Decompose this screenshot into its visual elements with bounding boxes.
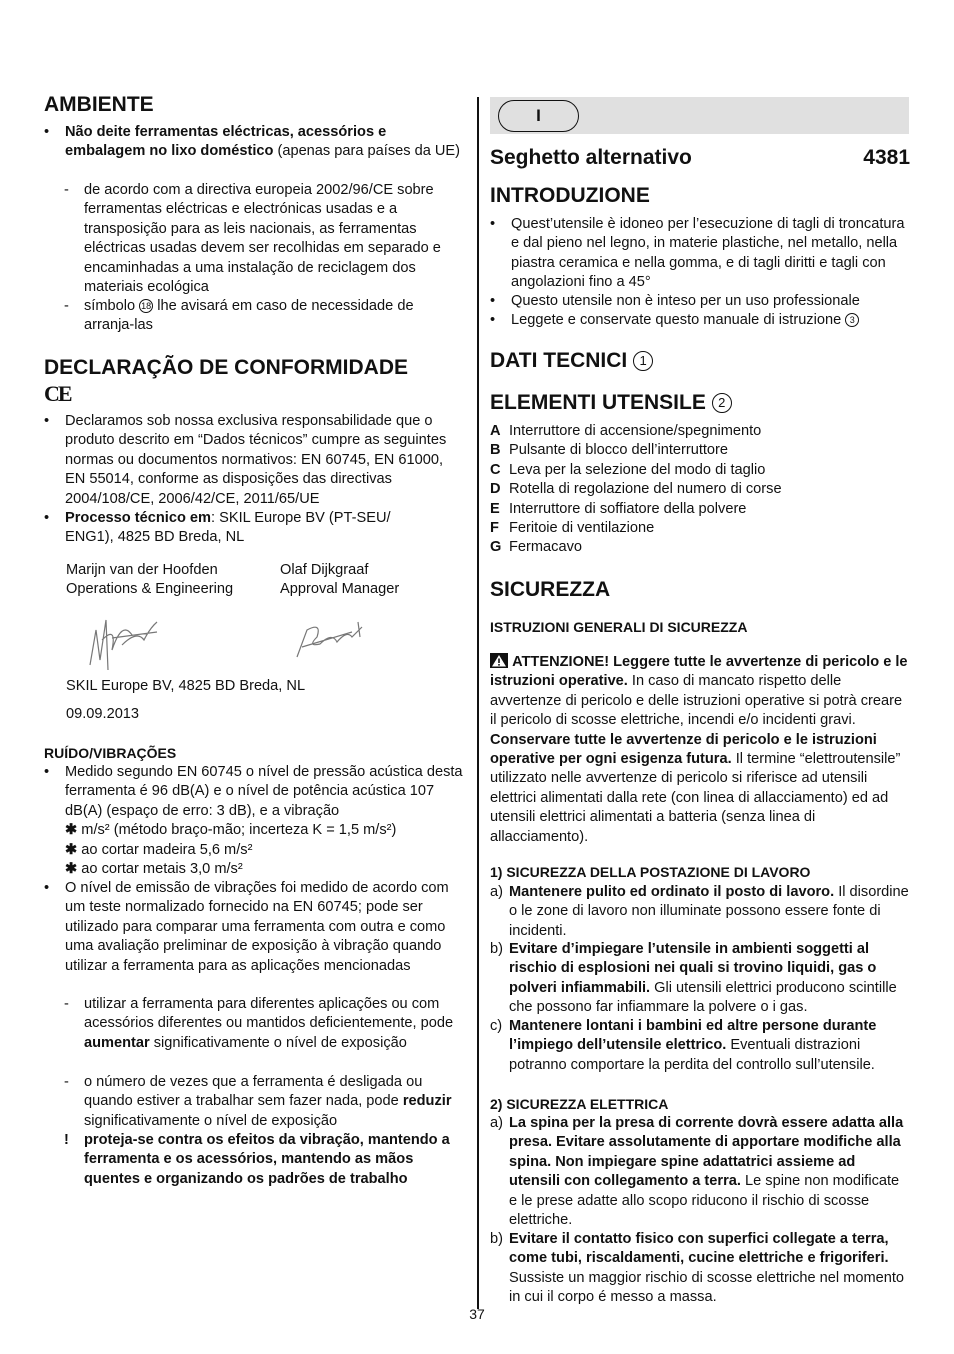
warn-text-2: Il termine “elettroutensile” utilizzato nelle avvertenze di pericolo si riferisce ad utensili elettrici alimentati dalla rete (con linea di allacciamento) ed ad utensili elettrici alimentati a batteria (senza linea di allacciamento). (490, 751, 901, 845)
d2-pre: o número de vezes que a ferramenta é desligada ou quando estiver a trabalhar sem fazer nada, pode (84, 1074, 423, 1110)
product-title: Seghetto alternativo (490, 146, 692, 169)
figure-3-icon: 3 (845, 313, 859, 327)
signature-1-icon (82, 610, 162, 675)
sicurezza-heading: SICUREZZA (490, 578, 611, 601)
ruido-dash-1: - utilizar a ferramenta para diferentes aplicações ou com acessórios diferentes ou mantidos deficientemente, pode aumentar significativamente o nível de exposição (64, 996, 454, 1051)
list-item (490, 461, 910, 480)
company-address: SKIL Europe BV, 4825 BD Breda, NL (66, 678, 306, 694)
list-item (490, 480, 910, 499)
star-icon: ✱ (65, 841, 78, 858)
ruido-b1-line2: m/s² (método braço-mão; incerteza K = 1,5 m/s²) (77, 822, 397, 839)
ruido-bullet-1: • Medido segundo EN 60745 o nível de pressão acústica desta ferramenta é 96 dB(A) e o nível de potência acústica 107 dB(A) (espaço de erro: 3 dB), e a vibração ✱ m/s² (método braço-mão; incerteza K = 1,5 m/s²) ✱ ao cortar madeira 5,6 m/s² ✱ ao cortar metais 3,0 m/s² (44, 764, 463, 878)
elementi-heading (490, 391, 732, 415)
list-item (490, 441, 910, 460)
item-text: Leva per la selezione del modo di taglio (509, 461, 766, 478)
figure-2-icon: 2 (712, 393, 732, 413)
item-label: c) (490, 1018, 503, 1034)
item-text: Pulsante di blocco dell’interruttore (509, 442, 729, 459)
language-tab-label: I (498, 100, 579, 132)
section-1-item-c (490, 1017, 910, 1075)
list-item (490, 422, 910, 441)
declaracao-heading: DECLARAÇÃO DE CONFORMIDADE (44, 356, 408, 379)
item-b-text: Gli utensili elettrici producono scintille che possono far infiammare la polvere o i gas. (509, 979, 897, 1016)
section-1-item-b (490, 940, 910, 1018)
d2-post: significativamente o nível de exposição (84, 1112, 338, 1129)
ruido-b2-text: O nível de emissão de vibrações foi medido de acordo com um teste normalizado fornecido na EN 60745; pode ser utilizado para comparar uma ferramenta com outra e como uma avaliação preliminar de exposição à vibração quando utilizar a ferramenta para as aplicações mencionadas (65, 880, 449, 974)
d1-post: significativamente o nível de exposição (149, 1034, 407, 1051)
ambiente-bullet-bold: Não deite ferramentas eléctricas, acessórios e embalagem no lixo doméstico (65, 124, 387, 160)
warning-triangle-icon (490, 653, 508, 668)
ruido-bullet-2: • O nível de emissão de vibrações foi medido de acordo com um teste normalizado fornecido na EN 60745; pode ser utilizado para comparar uma ferramenta com outra e como uma avaliação preliminar de exposição à vibração quando utilizar a ferramenta para as aplicações mencionadas (44, 879, 464, 976)
list-item (490, 500, 910, 519)
bullet-icon: • (44, 124, 50, 140)
intro-bullet-1: • Quest’utensile è idoneo per l’esecuzione di tagli di troncatura e dal pieno nel legno, in materie plastiche, nel metallo, nella piastra ceramica e nella gomma, e di tagli diritti e tagli con angolazioni fino a 45° (490, 215, 910, 293)
intro-bullet-3: • Leggete e conservate questo manuale di istruzione 3 (490, 311, 910, 330)
ambiente-dash-1-text: de acordo com a directiva europeia 2002/96/CE sobre ferramentas eléctricas e electrónicas usadas e a transposição para as leis nacionais, as ferramentas eléctricas usadas devem ser recolhidas em separado e encaminhadas a uma instalação de reciclagem dos materiais ecológica (84, 182, 441, 296)
item-letter: G (490, 539, 502, 556)
intro-bullet-2: • Questo utensile non è inteso per un uso professionale (490, 292, 910, 311)
elec-a-text: Le spine non modificate e le prese adatte allo scopo riducono il rischio di scosse elettriche. (509, 1173, 900, 1229)
dash2-post: lhe avisará em caso de necessidade de arranja-las (84, 298, 414, 334)
ambiente-dash-2: - símbolo 18 lhe avisará em caso de necessidade de arranja-las (64, 298, 414, 334)
dati-tecnici-heading (490, 349, 653, 373)
item-label: b) (490, 941, 503, 957)
signatory-1-role: Operations & Engineering (66, 581, 234, 598)
ce-mark-icon: CE (44, 381, 71, 406)
warn-text-1: In caso di mancato rispetto delle avvertenze di pericolo e delle istruzioni operative si potrà creare il pericolo di scosse elettriche, incendi e/o incidenti gravi. (490, 673, 903, 729)
star-icon: ✱ (65, 822, 78, 839)
dash2-pre: símbolo (84, 298, 140, 314)
intro-b3-text: Leggete e conservate questo manuale di istruzione (511, 312, 846, 328)
item-a-text: Il disordine o le zone di lavoro non illuminate possono essere fonte di incidenti. (509, 884, 909, 939)
dati-tecnici-text: DATI TECNICI (490, 349, 634, 372)
item-label: b) (490, 1231, 503, 1247)
item-letter: C (490, 461, 501, 478)
introduzione-heading: INTRODUZIONE (490, 184, 650, 207)
intro-b2-text: Questo utensile non è inteso per un uso professionale (511, 293, 860, 309)
item-letter: B (490, 442, 501, 459)
signatory-2 (280, 561, 399, 600)
elementi-list (490, 422, 910, 558)
product-model: 4381 (863, 146, 910, 169)
item-text: Interruttore di accensione/spegnimento (509, 423, 762, 439)
symbol-18-icon: 18 (141, 301, 152, 312)
item-letter: E (490, 500, 500, 517)
item-letter: A (490, 423, 501, 439)
page-number: 37 (469, 1306, 485, 1322)
section-2-heading: 2) SICUREZZA ELETTRICA (490, 1096, 669, 1112)
processo-rest: : SKIL Europe BV (PT-SEU/ ENG1), 4825 BD Breda, NL (65, 510, 391, 546)
section-2-item-b (490, 1230, 910, 1308)
declaracao-bullet-1: • Declaramos sob nossa exclusiva responsabilidade que o produto descrito em “Dados técnicos” cumpre as seguintes normas ou documentos normativos: EN 60745, EN 61000, EN 55014, conforme as disposições das directivas 2004/108/CE, 2006/42/CE, 2011/65/UE (44, 412, 464, 509)
d2-bold: reduzir (402, 1093, 452, 1110)
star-icon: ✱ (65, 861, 78, 878)
warn-bold-2: Conservare tutte le avvertenze di pericolo e le istruzioni operative per ogni esigenza futura. (490, 731, 877, 768)
language-tab-bar (490, 97, 909, 134)
section-1-item-a (490, 883, 910, 941)
list-item (490, 538, 910, 557)
signatory-2-name: Olaf Dijkgraaf (280, 562, 369, 578)
processo-bold: Processo técnico em (65, 510, 212, 526)
ruido-heading: RUÍDO/VIBRAÇÕES (44, 745, 177, 761)
declaracao-bullet-2: • Processo técnico em: SKIL Europe BV (PT-SEU/ ENG1), 4825 BD Breda, NL (44, 510, 391, 546)
ruido-warning (44, 1131, 464, 1189)
ambiente-bullet-rest: (apenas para países da UE) (273, 143, 461, 160)
d1-pre: utilizar a ferramenta para diferentes aplicações ou com acessórios diferentes ou mantidos deficientemente, pode (84, 996, 454, 1032)
elec-b-bold: Evitare il contatto fisico con superfici collegate a terra, come tubi, riscaldamenti, cucine elettriche e frigoriferi. (509, 1231, 889, 1267)
ambiente-dash-1: - de acordo com a directiva europeia 2002/96/CE sobre ferramentas eléctricas e electrónicas usadas e a transposição para as leis nacionais, as ferramentas eléctricas usadas devem ser recolhidas em separado e encaminhadas a uma instalação de reciclagem dos materiais ecológica (44, 181, 464, 297)
ruido-warning-text: proteja-se contra os efeitos da vibração, mantendo a ferramenta e os acessórios, mantendo as mãos quentes e organizando os padrões de trabalho (84, 1132, 450, 1187)
ambiente-heading: AMBIENTE (44, 93, 154, 116)
column-divider (477, 97, 479, 1309)
figure-1-icon: 1 (633, 351, 653, 371)
item-text: Interruttore di soffiatore della polvere (509, 500, 747, 517)
declaration-date: 09.09.2013 (66, 706, 140, 722)
section-1-heading: 1) SICUREZZA DELLA POSTAZIONE DI LAVORO (490, 864, 811, 880)
item-text: Fermacavo (509, 539, 582, 556)
ruido-dash-2: - o número de vezes que a ferramenta é desligada ou quando estiver a trabalhar sem fazer nada, pode reduzir significativamente o nível de exposição (64, 1074, 452, 1129)
ruido-b1-line4: ao cortar metais 3,0 m/s² (77, 861, 243, 878)
item-text: Rotella di regolazione del numero di corse (509, 481, 782, 498)
declaracao-bullet-1-text: Declaramos sob nossa exclusiva responsabilidade que o produto descrito em “Dados técnicos” cumpre as seguintes normas ou documentos normativos: EN 60745, EN 61000, EN 55014, conforme as disposições das directivas 2004/108/CE, 2006/42/CE, 2011/65/UE (65, 413, 447, 507)
d1-bold: aumentar (84, 1034, 150, 1051)
signatory-1-name: Marijn van der Hoofden (66, 562, 218, 578)
elementi-text: ELEMENTI UTENSILE (490, 391, 712, 414)
item-c-bold: Mantenere lontani i bambini ed altre persone durante l’impiego dell’utensile elettrico. (509, 1018, 877, 1054)
item-label: a) (490, 1115, 503, 1131)
list-item (490, 519, 910, 538)
signatory-1 (66, 561, 233, 600)
item-label: a) (490, 884, 503, 900)
sicurezza-subheading: ISTRUZIONI GENERALI DI SICUREZZA (490, 619, 748, 635)
item-text: Feritoie di ventilazione (509, 520, 655, 537)
warn-bold-1: ATTENZIONE! Leggere tutte le avvertenze di pericolo e le istruzioni operative. (490, 654, 908, 690)
item-letter: F (490, 520, 499, 537)
elec-a-bold: La spina per la presa di corrente dovrà essere adatta alla presa. Evitare assolutamente di apportare modifiche alla spina. Non impiegare spine adattatrici assieme ad utensili con collegamento a terra. (509, 1115, 904, 1190)
item-b-bold: Evitare d’impiegare l’utensile in ambienti soggetti al rischio di esplosioni nei quali si trovino liquidi, gas o polveri infiammabili. (509, 941, 877, 996)
section-2-item-a (490, 1114, 910, 1230)
ruido-b1-line1: Medido segundo EN 60745 o nível de pressão acústica desta ferramenta é 96 dB(A) e o nível de potência acústica 107 dB(A) (espaço de erro: 3 dB), e a vibração (65, 764, 463, 819)
ambiente-bullet (44, 123, 464, 162)
item-letter: D (490, 481, 501, 498)
item-c-text: Eventuali distrazioni potranno comportare la perdita del controllo sull’utensile. (509, 1037, 875, 1073)
item-a-bold: Mantenere pulito ed ordinato il posto di lavoro. (509, 884, 835, 900)
intro-b1-text: Quest’utensile è idoneo per l’esecuzione di tagli di troncatura e dal pieno nel legno, in materie plastiche, nel metallo, nella piastra ceramica e nella gomma, e di tagli diritti e tagli con angolazioni fino a 45° (511, 216, 905, 291)
elec-b-text: Sussiste un maggior rischio di scosse elettriche nel momento in cui il corpo é messo a massa. (509, 1269, 905, 1306)
sicurezza-warning (490, 653, 910, 847)
signatory-2-role: Approval Manager (280, 581, 400, 598)
signature-2-icon (292, 612, 372, 662)
exclamation-icon: ! (64, 1132, 69, 1148)
ruido-b1-line3: ao cortar madeira 5,6 m/s² (77, 841, 253, 858)
